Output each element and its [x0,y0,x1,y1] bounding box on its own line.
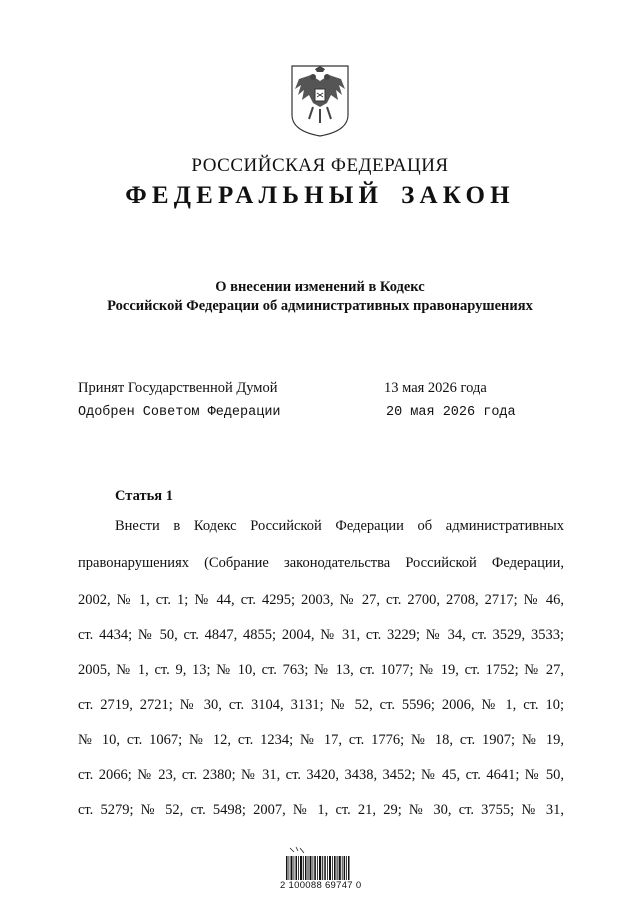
document-type-word-2: ЗАКОН [401,182,515,209]
barcode-number: 2 100088 69747 0 [280,880,362,891]
document-type-word-1: ФЕДЕРАЛЬНЫЙ [125,182,384,209]
article-line: ст. 2066; № 23, ст. 2380; № 31, ст. 3420, 3438, 3452; № 45, ст. 4641; № 50, [78,767,564,783]
barcode-icon [282,846,354,884]
council-approval-label: Одобрен Советом Федерации [78,405,281,420]
document-type [0,182,640,210]
law-title [0,278,640,316]
article-line: ст. 4434; № 50, ст. 4847, 4855; 2004, № 31, ст. 3229; № 34, ст. 3529, 3533; [78,627,564,643]
law-title-line-2: Российской Федерации об административных правонарушениях [107,298,533,314]
council-approval-date: 20 мая 2026 года [386,405,516,420]
article-line: правонарушениях (Собрание законодательства Российской Федерации, [78,555,564,571]
country-name: РОССИЙСКАЯ ФЕДЕРАЦИЯ [191,155,449,176]
state-emblem-icon [289,63,351,138]
law-title-line-1: О внесении изменений в Кодекс [215,279,425,295]
article-line: 2005, № 1, ст. 9, 13; № 10, ст. 763; № 13, ст. 1077; № 19, ст. 1752; № 27, [78,662,564,678]
duma-adoption-date: 13 мая 2026 года [384,380,487,396]
article-line: ст. 5279; № 52, ст. 5498; 2007, № 1, ст. 21, 29; № 30, ст. 3755; № 31, [78,802,564,818]
article-line: 2002, № 1, ст. 1; № 44, ст. 4295; 2003, № 27, ст. 2700, 2708, 2717; № 46, [78,592,564,608]
article-heading: Статья 1 [115,488,173,504]
article-line: Внести в Кодекс Российской Федерации об административных [115,518,564,534]
article-line: ст. 2719, 2721; № 30, ст. 3104, 3131; № 52, ст. 5596; 2006, № 1, ст. 10; [78,697,564,713]
duma-adoption-label: Принят Государственной Думой [78,380,278,396]
article-line: № 10, ст. 1067; № 12, ст. 1234; № 17, ст. 1776; № 18, ст. 1907; № 19, [78,732,564,748]
